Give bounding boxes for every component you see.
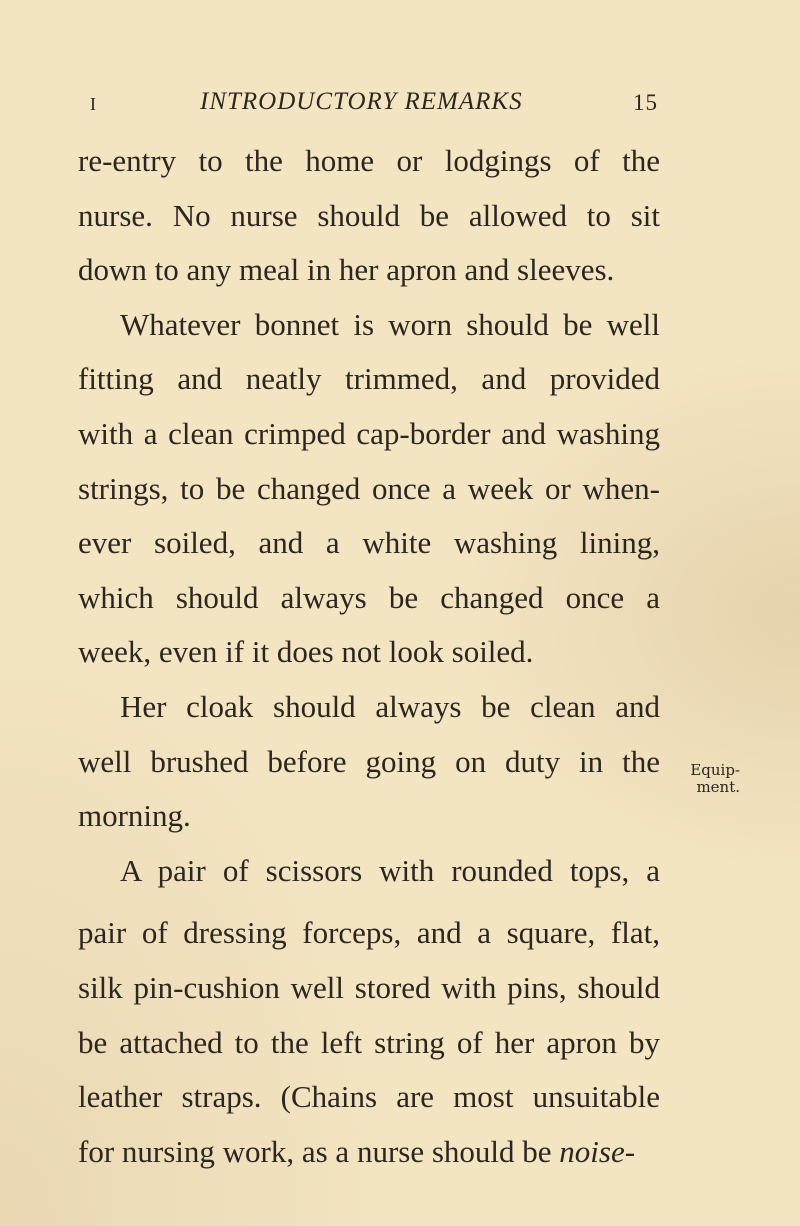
text-line: which should always be changed once a [78, 579, 660, 615]
text-line: re-entry to the home or lodgings of the [78, 143, 660, 178]
text-line: fitting and neatly trimmed, and provided [78, 361, 660, 397]
text-line: Whatever bonnet is worn should be well [120, 306, 660, 342]
body-text [78, 134, 660, 1179]
text-line: A pair of scissors with rounded tops, a [120, 852, 660, 888]
text-line: strings, to be changed once a week or when- [78, 470, 660, 506]
text-line: pair of dressing forceps, and a square, flat, [78, 915, 660, 951]
italic-word: noise- [559, 1133, 636, 1169]
text-line: silk pin-cushion well stored with pins, should [78, 969, 660, 1005]
text-line: leather straps. (Chains are most unsuitable [78, 1079, 660, 1115]
text-line: be attached to the left string of her apron by [78, 1024, 660, 1060]
margin-note-line: Equip- [690, 761, 740, 779]
margin-note [665, 762, 740, 796]
margin-note-line: ment. [696, 778, 740, 796]
text-line: week, even if it does not look soiled. [78, 634, 534, 670]
running-head-title: INTRODUCTORY REMARKS [200, 88, 523, 115]
text-line: well brushed before going on duty in the [78, 743, 660, 779]
page-number: 15 [633, 90, 658, 115]
text-line: morning. [78, 798, 191, 834]
text-line: Her cloak should always be clean and [120, 688, 660, 724]
text-line: with a clean crimped cap-border and washing [78, 415, 660, 451]
text-line: down to any meal in her apron and sleeves. [78, 252, 615, 288]
running-head [78, 88, 658, 118]
chapter-number: I [90, 94, 97, 114]
text-line: for nursing work, as a nurse should be noise- [78, 1133, 636, 1169]
text-line: ever soiled, and a white washing lining, [78, 525, 660, 561]
text-line: nurse. No nurse should be allowed to sit [78, 197, 660, 233]
